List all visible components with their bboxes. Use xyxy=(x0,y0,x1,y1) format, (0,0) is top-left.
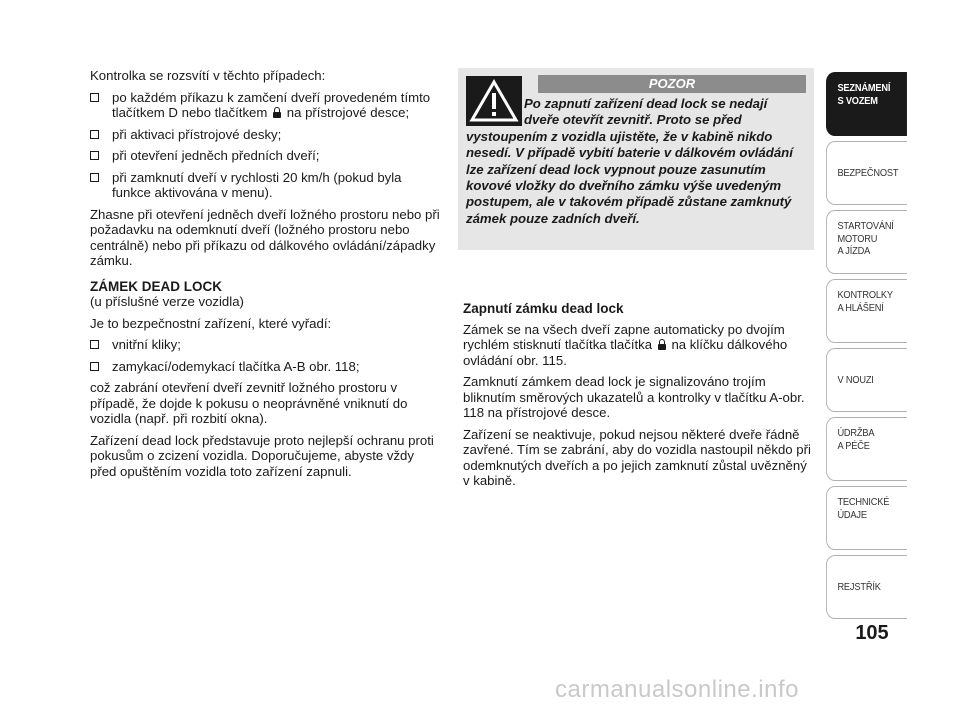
checkbox-bullet-icon xyxy=(90,151,99,160)
tab-seznameni-s-vozem[interactable]: SEZNÁMENÍ S VOZEM xyxy=(826,72,907,136)
chapter-sidebar xyxy=(826,0,960,709)
page-number: 105 xyxy=(855,622,889,644)
paragraph: Zamknutí zámkem dead lock je signalizováno trojím bliknutím směrových ukazatelů a kontrolky v tlačítku A-obr. 118 na přístrojové desce. xyxy=(463,374,805,420)
section-heading: Zapnutí zámku dead lock xyxy=(463,301,624,316)
section-heading: ZÁMEK DEAD LOCK xyxy=(90,278,222,294)
section-subheading: (u příslušné verze vozidla) xyxy=(90,294,244,309)
warning-text: Po zapnutí zařízení dead lock se nedají dveře otevřít zevnitř. Proto se před vystoupením z vozidla ujistěte, že v kabině nikdo nesedí. V případě vybití baterie v dálkovém ovládání lze zařízení dead lock vypnout pouze zasunutím kovové vložky do dveřního zámku výše uvedeným postupem, ale v takovém případě zůstane zamknutý zámek pouze zadních dveří. xyxy=(466,96,793,226)
lock-icon xyxy=(273,107,281,118)
intro-text: Kontrolka se rozsvítí v těchto případech: xyxy=(90,68,326,83)
list-item: vnitřní kliky; xyxy=(90,337,442,353)
checkbox-bullet-icon xyxy=(90,173,99,182)
tab-kontrolky[interactable]: KONTROLKY A HLÁŠENÍ xyxy=(826,279,907,343)
paragraph: Zámek se na všech dveří zapne automaticky po dvojím rychlém stisknutí tlačítka tlačítka na klíčku dálkového ovládání obr. 115. xyxy=(463,321,788,368)
paragraph: Je to bezpečnostní zařízení, které vyřadí: xyxy=(90,315,332,331)
tab-bezpecnost[interactable]: BEZPEČNOST xyxy=(826,141,907,205)
paragraph: Zařízení dead lock představuje proto nejlepší ochranu proti pokusům o zcizení vozidla. Doporučujeme, abyste vždy před opuštěním vozidla toto zařízení zapnuli. xyxy=(90,432,434,479)
checkbox-bullet-icon xyxy=(90,362,99,371)
list-item: zamykací/odemykací tlačítka A-B obr. 118; xyxy=(90,359,442,375)
right-column xyxy=(463,301,815,495)
left-column xyxy=(90,68,442,485)
tab-v-nouzi[interactable]: V NOUZI xyxy=(826,348,907,412)
paragraph: Zhasne při otevření jedněch dveří ložného prostoru nebo při požadavku na odemknutí dveří (ložného prostoru nebo centrálně) nebo při příkazu od dálkového ovládání/západky zámku. xyxy=(90,206,440,268)
checkbox-bullet-icon xyxy=(90,340,99,349)
tab-technicke-udaje[interactable]: TECHNICKÉ ÚDAJE xyxy=(826,486,907,550)
warning-box xyxy=(458,68,814,250)
list-item: při aktivaci přístrojové desky; xyxy=(90,127,442,143)
warning-title: POZOR xyxy=(538,75,806,93)
tab-udrzba[interactable]: ÚDRŽBA A PÉČE xyxy=(826,417,907,481)
tab-rejstrik[interactable]: REJSTŘÍK xyxy=(826,555,907,619)
checkbox-bullet-icon xyxy=(90,130,99,139)
lock-icon xyxy=(658,339,666,350)
list-item: při otevření jedněch předních dveří; xyxy=(90,148,442,164)
list-item: po každém příkazu k zamčení dveří provedeném tímto tlačítkem D nebo tlačítkem na přístrojové desce; xyxy=(90,90,442,121)
paragraph: což zabrání otevření dveří zevnitř ložného prostoru v případě, že dojde k pokusu o neoprávněné vniknutí do vozidla (např. při rozbití okna). xyxy=(90,380,408,426)
list-item: při zamknutí dveří v rychlosti 20 km/h (pokud byla funkce aktivována v menu). xyxy=(90,170,442,201)
checkbox-bullet-icon xyxy=(90,93,99,102)
paragraph: Zařízení se neaktivuje, pokud nejsou některé dveře řádně zavřené. Tím se zabrání, aby do vozidla nastoupil někdo při odemknutých dveřích a po jejich zamknutí zůstal uvězněný v kabině. xyxy=(463,426,811,488)
watermark: carmanualsonline.info xyxy=(555,676,799,703)
tab-startovani-motoru[interactable]: STARTOVÁNÍ MOTORU A JÍZDA xyxy=(826,210,907,274)
